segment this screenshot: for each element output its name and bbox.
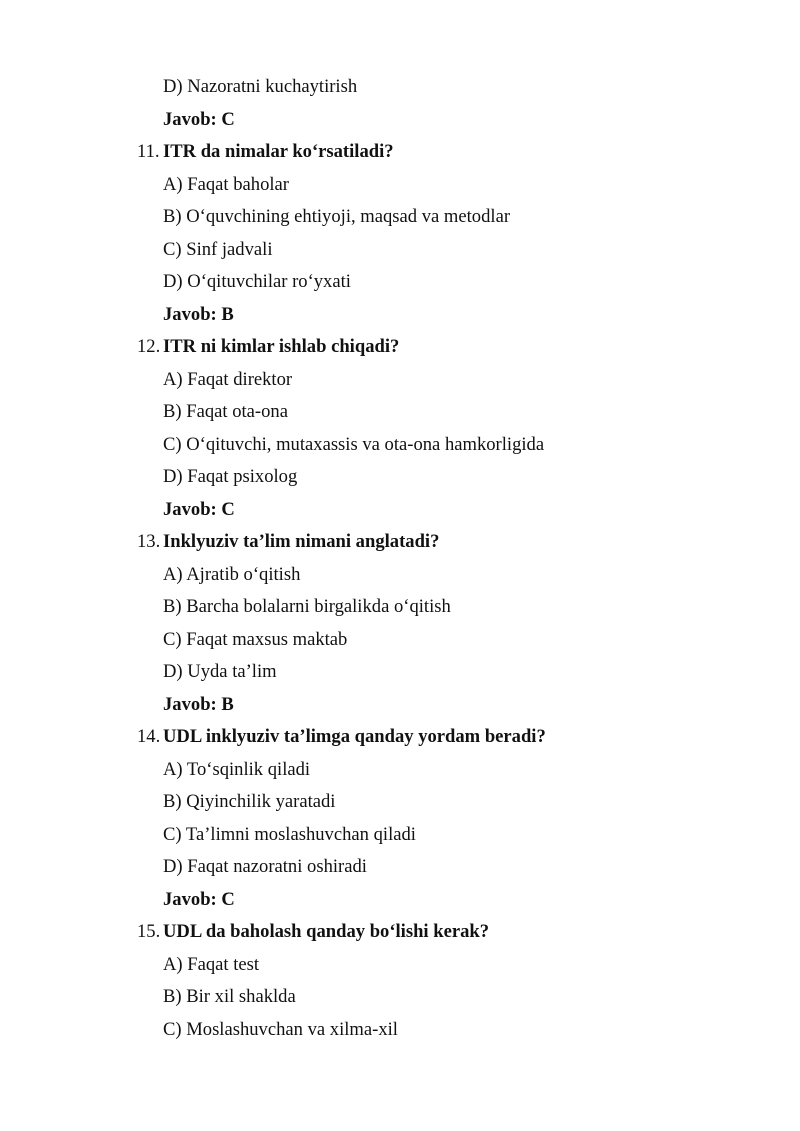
- option-line: D) Faqat nazoratni oshiradi: [163, 856, 367, 877]
- option-line: D) O‘qituvchilar ro‘yxati: [163, 271, 351, 292]
- option-line: B) Faqat ota-ona: [163, 401, 288, 422]
- answer-line: Javob: C: [163, 499, 235, 520]
- option-line: B) O‘quvchining ehtiyoji, maqsad va metodlar: [163, 206, 511, 227]
- option-line: A) Faqat baholar: [163, 174, 289, 195]
- question-number: 11.: [137, 141, 160, 162]
- option-line: B) Barcha bolalarni birgalikda o‘qitish: [163, 596, 451, 617]
- question-text: ITR da nimalar ko‘rsatiladi?: [163, 141, 394, 162]
- question-text: UDL da baholash qanday bo‘lishi kerak?: [163, 921, 490, 942]
- option-line: C) Sinf jadvali: [163, 239, 273, 260]
- option-line: A) To‘sqinlik qiladi: [163, 759, 311, 780]
- answer-line: Javob: B: [163, 304, 234, 325]
- option-line: D) Uyda ta’lim: [163, 661, 277, 682]
- option-line: A) Ajratib o‘qitish: [163, 564, 301, 585]
- question-text: UDL inklyuziv ta’limga qanday yordam beradi?: [163, 726, 546, 747]
- question-number: 15.: [137, 921, 161, 942]
- option-line: A) Faqat direktor: [163, 369, 293, 390]
- question-number: 14.: [137, 726, 161, 747]
- option-line: D) Faqat psixolog: [163, 466, 298, 487]
- option-line: B) Qiyinchilik yaratadi: [163, 791, 336, 812]
- option-line: C) Faqat maxsus maktab: [163, 629, 348, 650]
- option-line: D) Nazoratni kuchaytirish: [163, 76, 358, 97]
- option-line: B) Bir xil shaklda: [163, 986, 296, 1007]
- question-text: ITR ni kimlar ishlab chiqadi?: [163, 336, 400, 357]
- option-line: A) Faqat test: [163, 954, 260, 975]
- option-line: C) Moslashuvchan va xilma-xil: [163, 1019, 398, 1040]
- answer-line: Javob: B: [163, 694, 234, 715]
- option-line: C) Ta’limni moslashuvchan qiladi: [163, 824, 416, 845]
- answer-line: Javob: C: [163, 889, 235, 910]
- answer-line: Javob: C: [163, 109, 235, 130]
- question-text: Inklyuziv ta’lim nimani anglatadi?: [163, 531, 440, 552]
- question-number: 12.: [137, 336, 161, 357]
- question-number: 13.: [137, 531, 161, 552]
- option-line: C) O‘qituvchi, mutaxassis va ota-ona hamkorligida: [163, 434, 545, 455]
